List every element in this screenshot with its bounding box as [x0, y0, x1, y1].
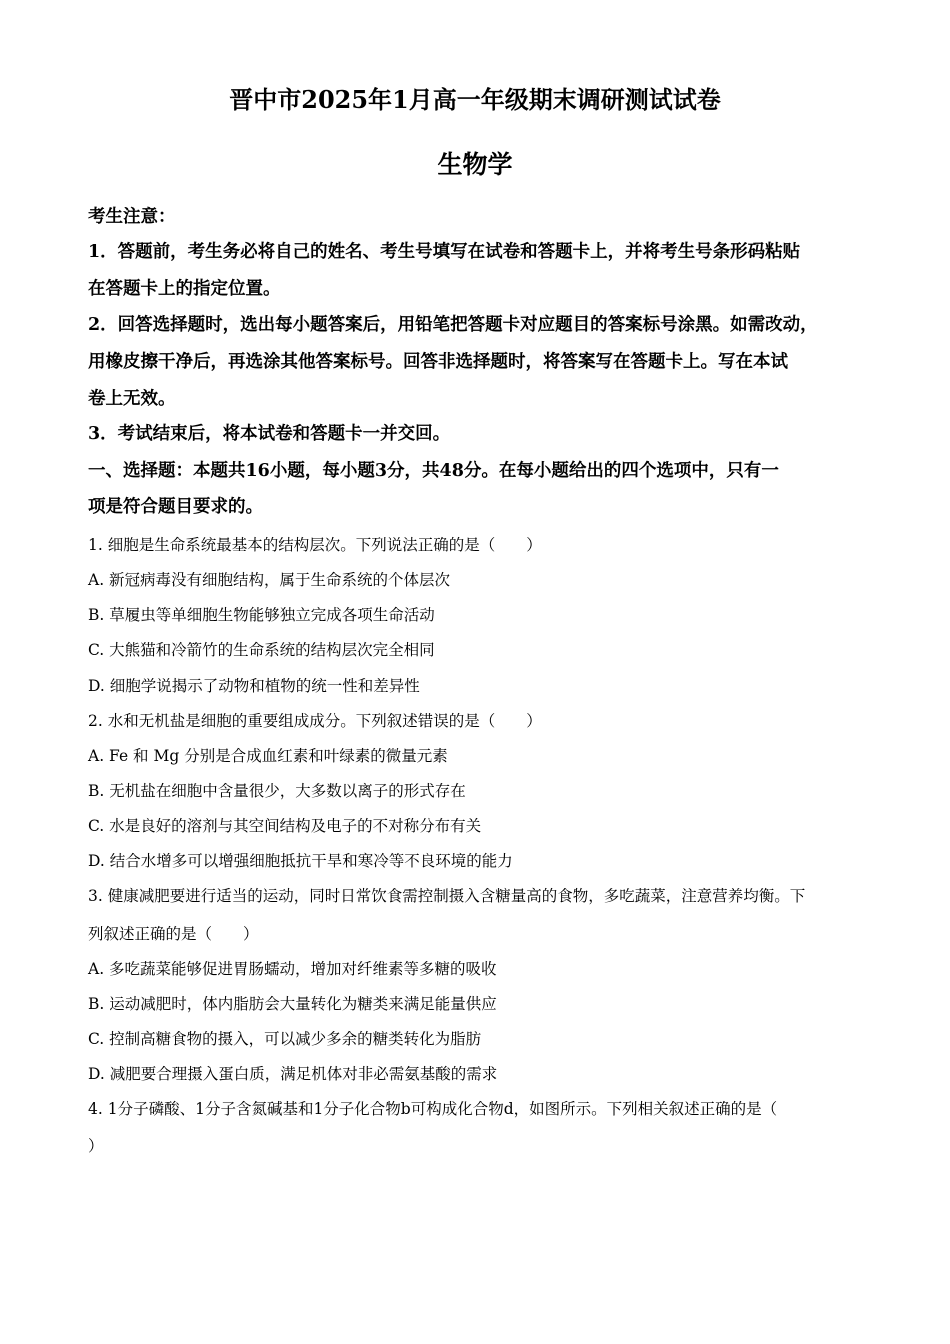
question-stem: 列叙述正确的是（ ）	[88, 925, 259, 943]
question-option: A. 新冠病毒没有细胞结构，属于生命系统的个体层次	[88, 571, 451, 589]
notice-line: 1．答题前，考生务必将自己的姓名、考生号填写在试卷和答题卡上，并将考生号条形码粘贴	[88, 242, 801, 262]
question-option: A. Fe 和 Mg 分别是合成血红素和叶绿素的微量元素	[88, 747, 448, 765]
question-option: B. 草履虫等单细胞生物能够独立完成各项生命活动	[88, 606, 435, 624]
notice-line: 在答题卡上的指定位置。	[88, 279, 281, 299]
notice-line: 2．回答选择题时，选出每小题答案后，用铅笔把答题卡对应题目的答案标号涂黑。如需改动，	[88, 315, 818, 335]
notice-line: 3．考试结束后，将本试卷和答题卡一并交回。	[88, 424, 451, 444]
question-option: C. 控制高糖食物的摄入，可以减少多余的糖类转化为脂肪	[88, 1030, 482, 1048]
subject-title: 生物学	[437, 150, 513, 179]
question-option: D. 减肥要合理摄入蛋白质，满足机体对非必需氨基酸的需求	[88, 1065, 498, 1083]
question-stem: 4. 1分子磷酸、1分子含氮碱基和1分子化合物b可构成化合物d，如图所示。下列相关叙述正确的是（	[88, 1100, 778, 1118]
question-option: C. 大熊猫和冷箭竹的生命系统的结构层次完全相同	[88, 641, 435, 659]
question-stem: 2. 水和无机盐是细胞的重要组成成分。下列叙述错误的是（ ）	[88, 712, 542, 730]
section-heading: 项是符合题目要求的。	[88, 497, 263, 517]
question-option: D. 结合水增多可以增强细胞抵抗干旱和寒冷等不良环境的能力	[88, 852, 513, 870]
question-option: A. 多吃蔬菜能够促进胃肠蠕动，增加对纤维素等多糖的吸收	[88, 960, 497, 978]
exam-title: 晋中市2025年1月高一年级期末调研测试试卷	[229, 85, 721, 114]
notice-heading: 考生注意：	[88, 207, 176, 227]
question-option: B. 运动减肥时，体内脂肪会大量转化为糖类来满足能量供应	[88, 995, 497, 1013]
question-option: C. 水是良好的溶剂与其空间结构及电子的不对称分布有关	[88, 817, 482, 835]
question-option: B. 无机盐在细胞中含量很少，大多数以离子的形式存在	[88, 782, 466, 800]
question-stem: 1. 细胞是生命系统最基本的结构层次。下列说法正确的是（ ）	[88, 536, 542, 554]
question-stem: ）	[88, 1137, 104, 1155]
section-heading: 一、选择题：本题共16小题，每小题3分，共48分。在每小题给出的四个选项中，只有一	[88, 461, 779, 481]
notice-line: 用橡皮擦干净后，再选涂其他答案标号。回答非选择题时，将答案写在答题卡上。写在本试	[88, 352, 788, 372]
notice-line: 卷上无效。	[88, 389, 176, 409]
question-stem: 3. 健康减肥要进行适当的运动，同时日常饮食需控制摄入含糖量高的食物，多吃蔬菜，注意营养均衡。下	[88, 887, 806, 905]
question-option: D. 细胞学说揭示了动物和植物的统一性和差异性	[88, 677, 420, 695]
